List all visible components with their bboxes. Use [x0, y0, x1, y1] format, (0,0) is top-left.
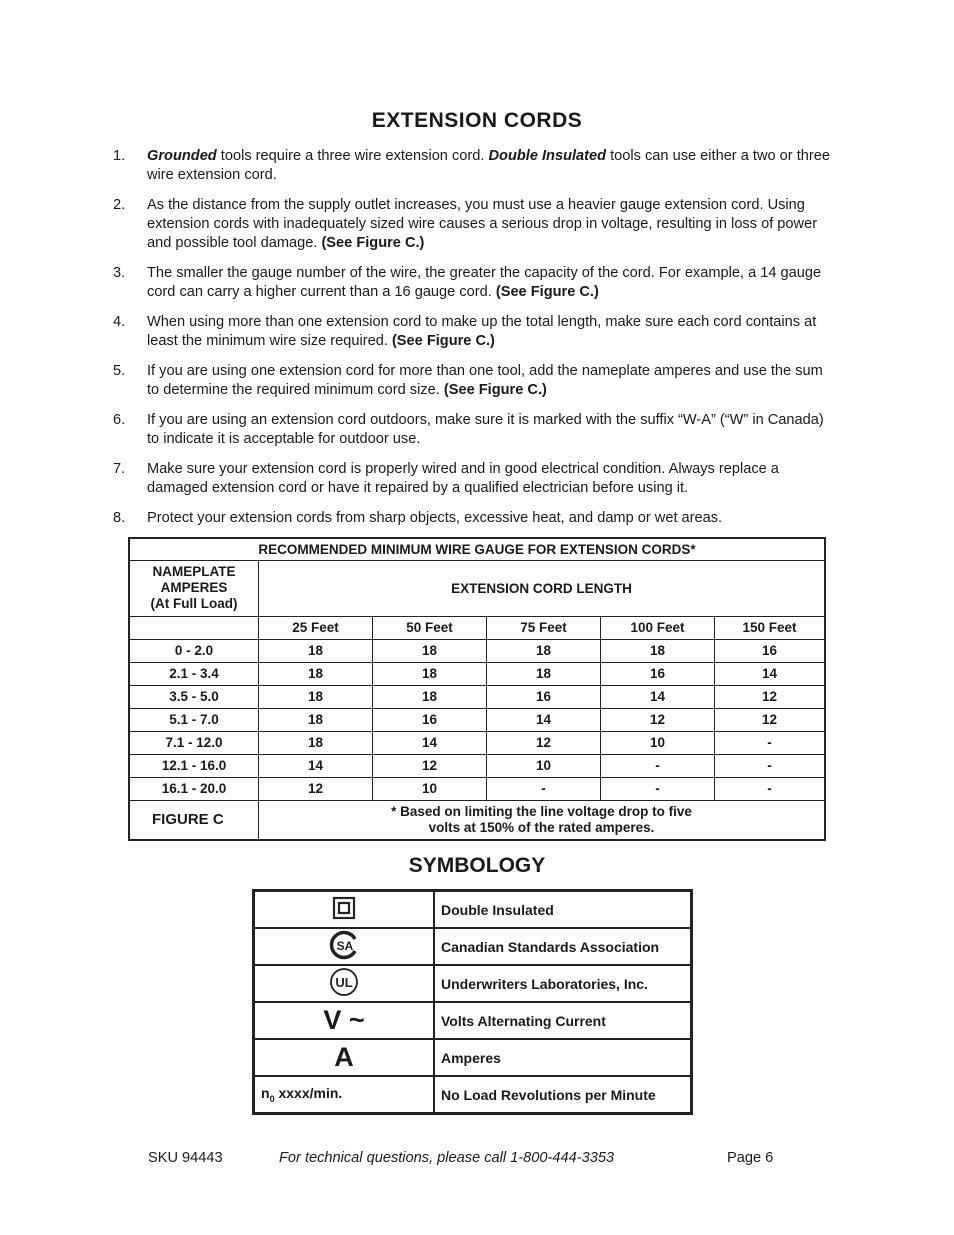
gauge-cell: -: [715, 754, 826, 777]
wire-gauge-table: [128, 537, 826, 841]
symbol-label: Amperes: [434, 1039, 692, 1076]
text-segment: (See Figure C.): [391, 333, 495, 349]
symbol-label: Underwriters Laboratories, Inc.: [434, 965, 692, 1002]
no-load-n: n: [261, 1085, 270, 1102]
text-segment: Grounded: [147, 148, 217, 164]
gauge-cell: 10: [373, 777, 487, 800]
item-number: 1.: [113, 148, 126, 164]
gauge-cell: 18: [259, 685, 373, 708]
item-text: [147, 314, 816, 349]
item-text: [147, 510, 722, 526]
symbol-cell: [254, 891, 435, 929]
note-line: volts at 150% of the rated amperes.: [428, 819, 655, 835]
amps-cell: 3.5 - 5.0: [129, 685, 259, 708]
amps-header-line: NAMEPLATE: [152, 564, 236, 579]
csa-icon: [329, 930, 359, 960]
tech-support-note: For technical questions, please call 1-800-444-3353: [279, 1150, 615, 1166]
table-row: [129, 777, 825, 800]
item-text: [147, 363, 823, 398]
gauge-cell: -: [715, 777, 826, 800]
amperes-icon: A: [334, 1042, 354, 1072]
table-row: [254, 1039, 692, 1076]
table-note: [259, 800, 826, 840]
no-load-rate: xxxx/min.: [274, 1085, 343, 1102]
table-row: [254, 891, 692, 929]
amps-cell: 2.1 - 3.4: [129, 662, 259, 685]
gauge-cell: -: [487, 777, 601, 800]
list-item: [110, 147, 836, 185]
gauge-cell: 12: [259, 777, 373, 800]
item-text: [147, 461, 779, 496]
amps-cell: 12.1 - 16.0: [129, 754, 259, 777]
item-number: 5.: [113, 363, 126, 379]
symbol-cell: [254, 1039, 435, 1076]
ul-icon-text: UL: [335, 975, 353, 990]
list-item: [110, 264, 836, 302]
gauge-cell: 18: [259, 662, 373, 685]
item-number: 6.: [113, 412, 126, 428]
text-segment: If you are using one extension cord for more than one tool, add the nameplate amperes and use the sum to determine the required minimum cord size.: [147, 363, 823, 398]
table-row: [129, 708, 825, 731]
table-row: [254, 1076, 692, 1114]
text-segment: As the distance from the supply outlet increases, you must use a heavier gauge extension cord. Using extension cords with inadequately sized wire causes a serious drop in voltage, resulting in loss of power and possible tool damage.: [147, 197, 818, 251]
no-load-sub: 0: [269, 1093, 275, 1104]
gauge-cell: 18: [259, 708, 373, 731]
sku: SKU 94443: [148, 1150, 223, 1166]
length-50: 50 Feet: [373, 616, 487, 639]
text-segment: If you are using an extension cord outdoors, make sure it is marked with the suffix “W-A” (“W” in Canada) to indicate it is acceptable for outdoor use.: [147, 412, 824, 447]
gauge-cell: -: [715, 731, 826, 754]
symbol-cell: [254, 965, 435, 1002]
gauge-cell: 18: [487, 639, 601, 662]
length-100: 100 Feet: [601, 616, 715, 639]
text-segment: (See Figure C.): [321, 235, 425, 251]
gauge-cell: 16: [601, 662, 715, 685]
gauge-cell: 14: [601, 685, 715, 708]
gauge-cell: 18: [373, 639, 487, 662]
amps-cell: 5.1 - 7.0: [129, 708, 259, 731]
item-number: 3.: [113, 265, 126, 281]
amps-header: [129, 560, 259, 616]
volts-ac-icon: V ~: [323, 1005, 365, 1035]
table-row: [254, 965, 692, 1002]
text-segment: (See Figure C.): [443, 382, 547, 398]
gauge-cell: 18: [601, 639, 715, 662]
text-segment: Double Insulated: [488, 148, 607, 164]
gauge-cell: 12: [715, 708, 826, 731]
gauge-cell: 18: [373, 685, 487, 708]
text-segment: tools can use either a two or three wire extension cord.: [147, 148, 830, 183]
item-number: 4.: [113, 314, 126, 330]
gauge-cell: 16: [373, 708, 487, 731]
symbology-table: [252, 889, 693, 1115]
gauge-cell: 18: [487, 662, 601, 685]
gauge-cell: 18: [373, 662, 487, 685]
table-caption: RECOMMENDED MINIMUM WIRE GAUGE FOR EXTENSION CORDS*: [129, 538, 825, 560]
item-text: [147, 197, 817, 251]
amps-header-line: AMPERES: [160, 580, 228, 595]
table-row: [129, 662, 825, 685]
text-segment: (See Figure C.): [495, 284, 599, 300]
page-number: Page 6: [727, 1150, 774, 1166]
gauge-cell: 10: [487, 754, 601, 777]
instruction-list: [110, 147, 836, 539]
gauge-cell: 14: [487, 708, 601, 731]
empty-cell: [129, 616, 259, 639]
length-25: 25 Feet: [259, 616, 373, 639]
table-row: [129, 685, 825, 708]
amps-cell: 7.1 - 12.0: [129, 731, 259, 754]
symbol-label: Volts Alternating Current: [434, 1002, 692, 1039]
gauge-cell: 12: [487, 731, 601, 754]
symbol-cell: [254, 1002, 435, 1039]
note-line: * Based on limiting the line voltage drop to five: [391, 803, 692, 819]
gauge-cell: 18: [259, 731, 373, 754]
gauge-cell: 16: [715, 639, 826, 662]
amps-cell: 0 - 2.0: [129, 639, 259, 662]
figure-label: FIGURE C: [129, 800, 259, 840]
amps-cell: 16.1 - 20.0: [129, 777, 259, 800]
item-number: 8.: [113, 510, 126, 526]
gauge-cell: -: [601, 777, 715, 800]
symbol-label: Double Insulated: [434, 891, 692, 929]
symbol-label: No Load Revolutions per Minute: [434, 1076, 692, 1114]
no-load-icon: [254, 1076, 435, 1114]
list-item: [110, 362, 836, 400]
page-title: EXTENSION CORDS: [371, 109, 583, 132]
item-text: [147, 148, 830, 183]
length-75: 75 Feet: [487, 616, 601, 639]
item-text: [147, 412, 824, 447]
gauge-cell: 10: [601, 731, 715, 754]
csa-icon-text: SA: [336, 939, 354, 953]
gauge-rows: [129, 639, 825, 800]
length-150: 150 Feet: [715, 616, 826, 639]
gauge-cell: 12: [715, 685, 826, 708]
table-row: [254, 928, 692, 965]
gauge-cell: 12: [373, 754, 487, 777]
gauge-cell: 14: [259, 754, 373, 777]
symbol-label: Canadian Standards Association: [434, 928, 692, 965]
length-header: EXTENSION CORD LENGTH: [259, 560, 826, 616]
gauge-cell: 18: [259, 639, 373, 662]
text-segment: tools require a three wire extension cord.: [216, 148, 489, 164]
gauge-cell: 14: [715, 662, 826, 685]
text-segment: Make sure your extension cord is properly wired and in good electrical condition. Always replace a damaged extension cord or have it repaired by a qualified electrician before using it.: [147, 461, 779, 496]
table-row: [254, 1002, 692, 1039]
text-segment: Protect your extension cords from sharp objects, excessive heat, and damp or wet areas.: [147, 510, 723, 526]
item-number: 2.: [113, 197, 126, 213]
table-row: [129, 639, 825, 662]
item-number: 7.: [113, 461, 126, 477]
amps-header-line: (At Full Load): [150, 596, 238, 611]
list-item: [110, 460, 836, 498]
gauge-cell: -: [601, 754, 715, 777]
text-segment: When using more than one extension cord to make up the total length, make sure each cord contains at least the minimum wire size required.: [147, 314, 817, 349]
symbology-title: SYMBOLOGY: [408, 854, 546, 877]
text-segment: The smaller the gauge number of the wire, the greater the capacity of the cord. For example, a 14 gauge cord can carry a higher current than a 16 gauge cord.: [147, 265, 822, 300]
list-item: [110, 313, 836, 351]
table-row: [129, 731, 825, 754]
table-row: [129, 754, 825, 777]
gauge-cell: 16: [487, 685, 601, 708]
item-text: [147, 265, 821, 300]
ul-icon: [329, 967, 359, 997]
symbol-cell: [254, 928, 435, 965]
list-item: [110, 196, 836, 253]
list-item: [110, 509, 836, 528]
list-item: [110, 411, 836, 449]
double-insulated-icon: [332, 896, 356, 920]
gauge-cell: 14: [373, 731, 487, 754]
gauge-cell: 12: [601, 708, 715, 731]
